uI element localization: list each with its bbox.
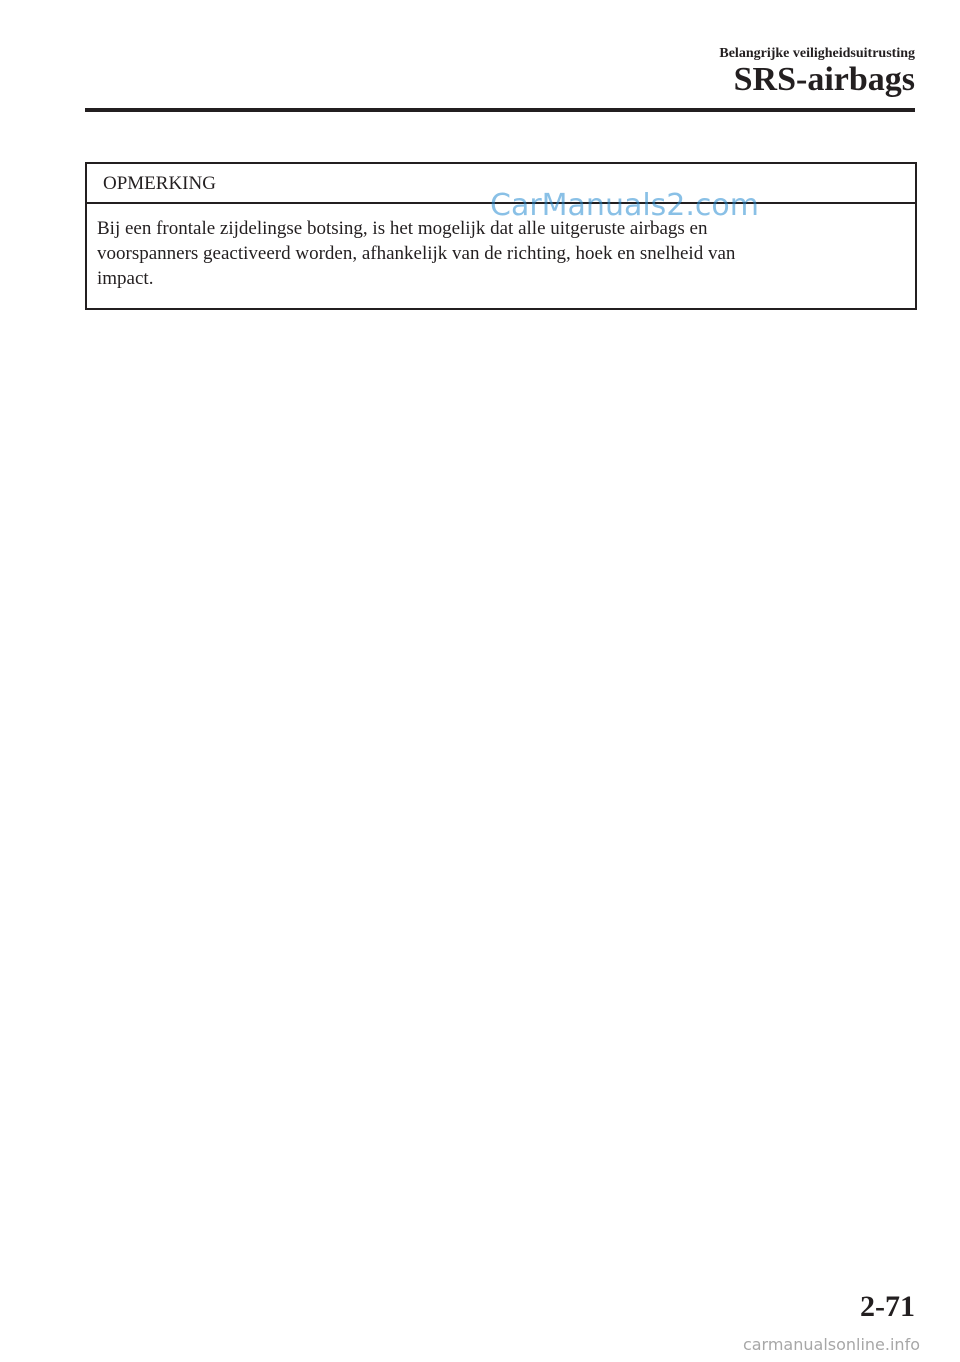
watermark-carmanualsonline[interactable]: carmanualsonline.info <box>742 1335 920 1354</box>
watermark-carmanuals2[interactable]: CarManuals2.com <box>490 188 760 223</box>
page-number: 2-71 <box>860 1290 915 1323</box>
note-line: voorspanners geactiveerd worden, afhankelijk van de richting, hoek en snelheid van <box>97 243 736 264</box>
header-divider <box>85 108 915 112</box>
note-heading: OPMERKING <box>87 164 915 204</box>
section-title: Belangrijke veiligheidsuitrusting <box>719 46 915 61</box>
page-title: SRS-airbags <box>733 61 915 98</box>
note-box <box>85 162 917 310</box>
note-line: Bij een frontale zijdelingse botsing, is het mogelijk dat alle uitgeruste airbags en <box>97 218 708 239</box>
note-line: impact. <box>97 268 154 289</box>
